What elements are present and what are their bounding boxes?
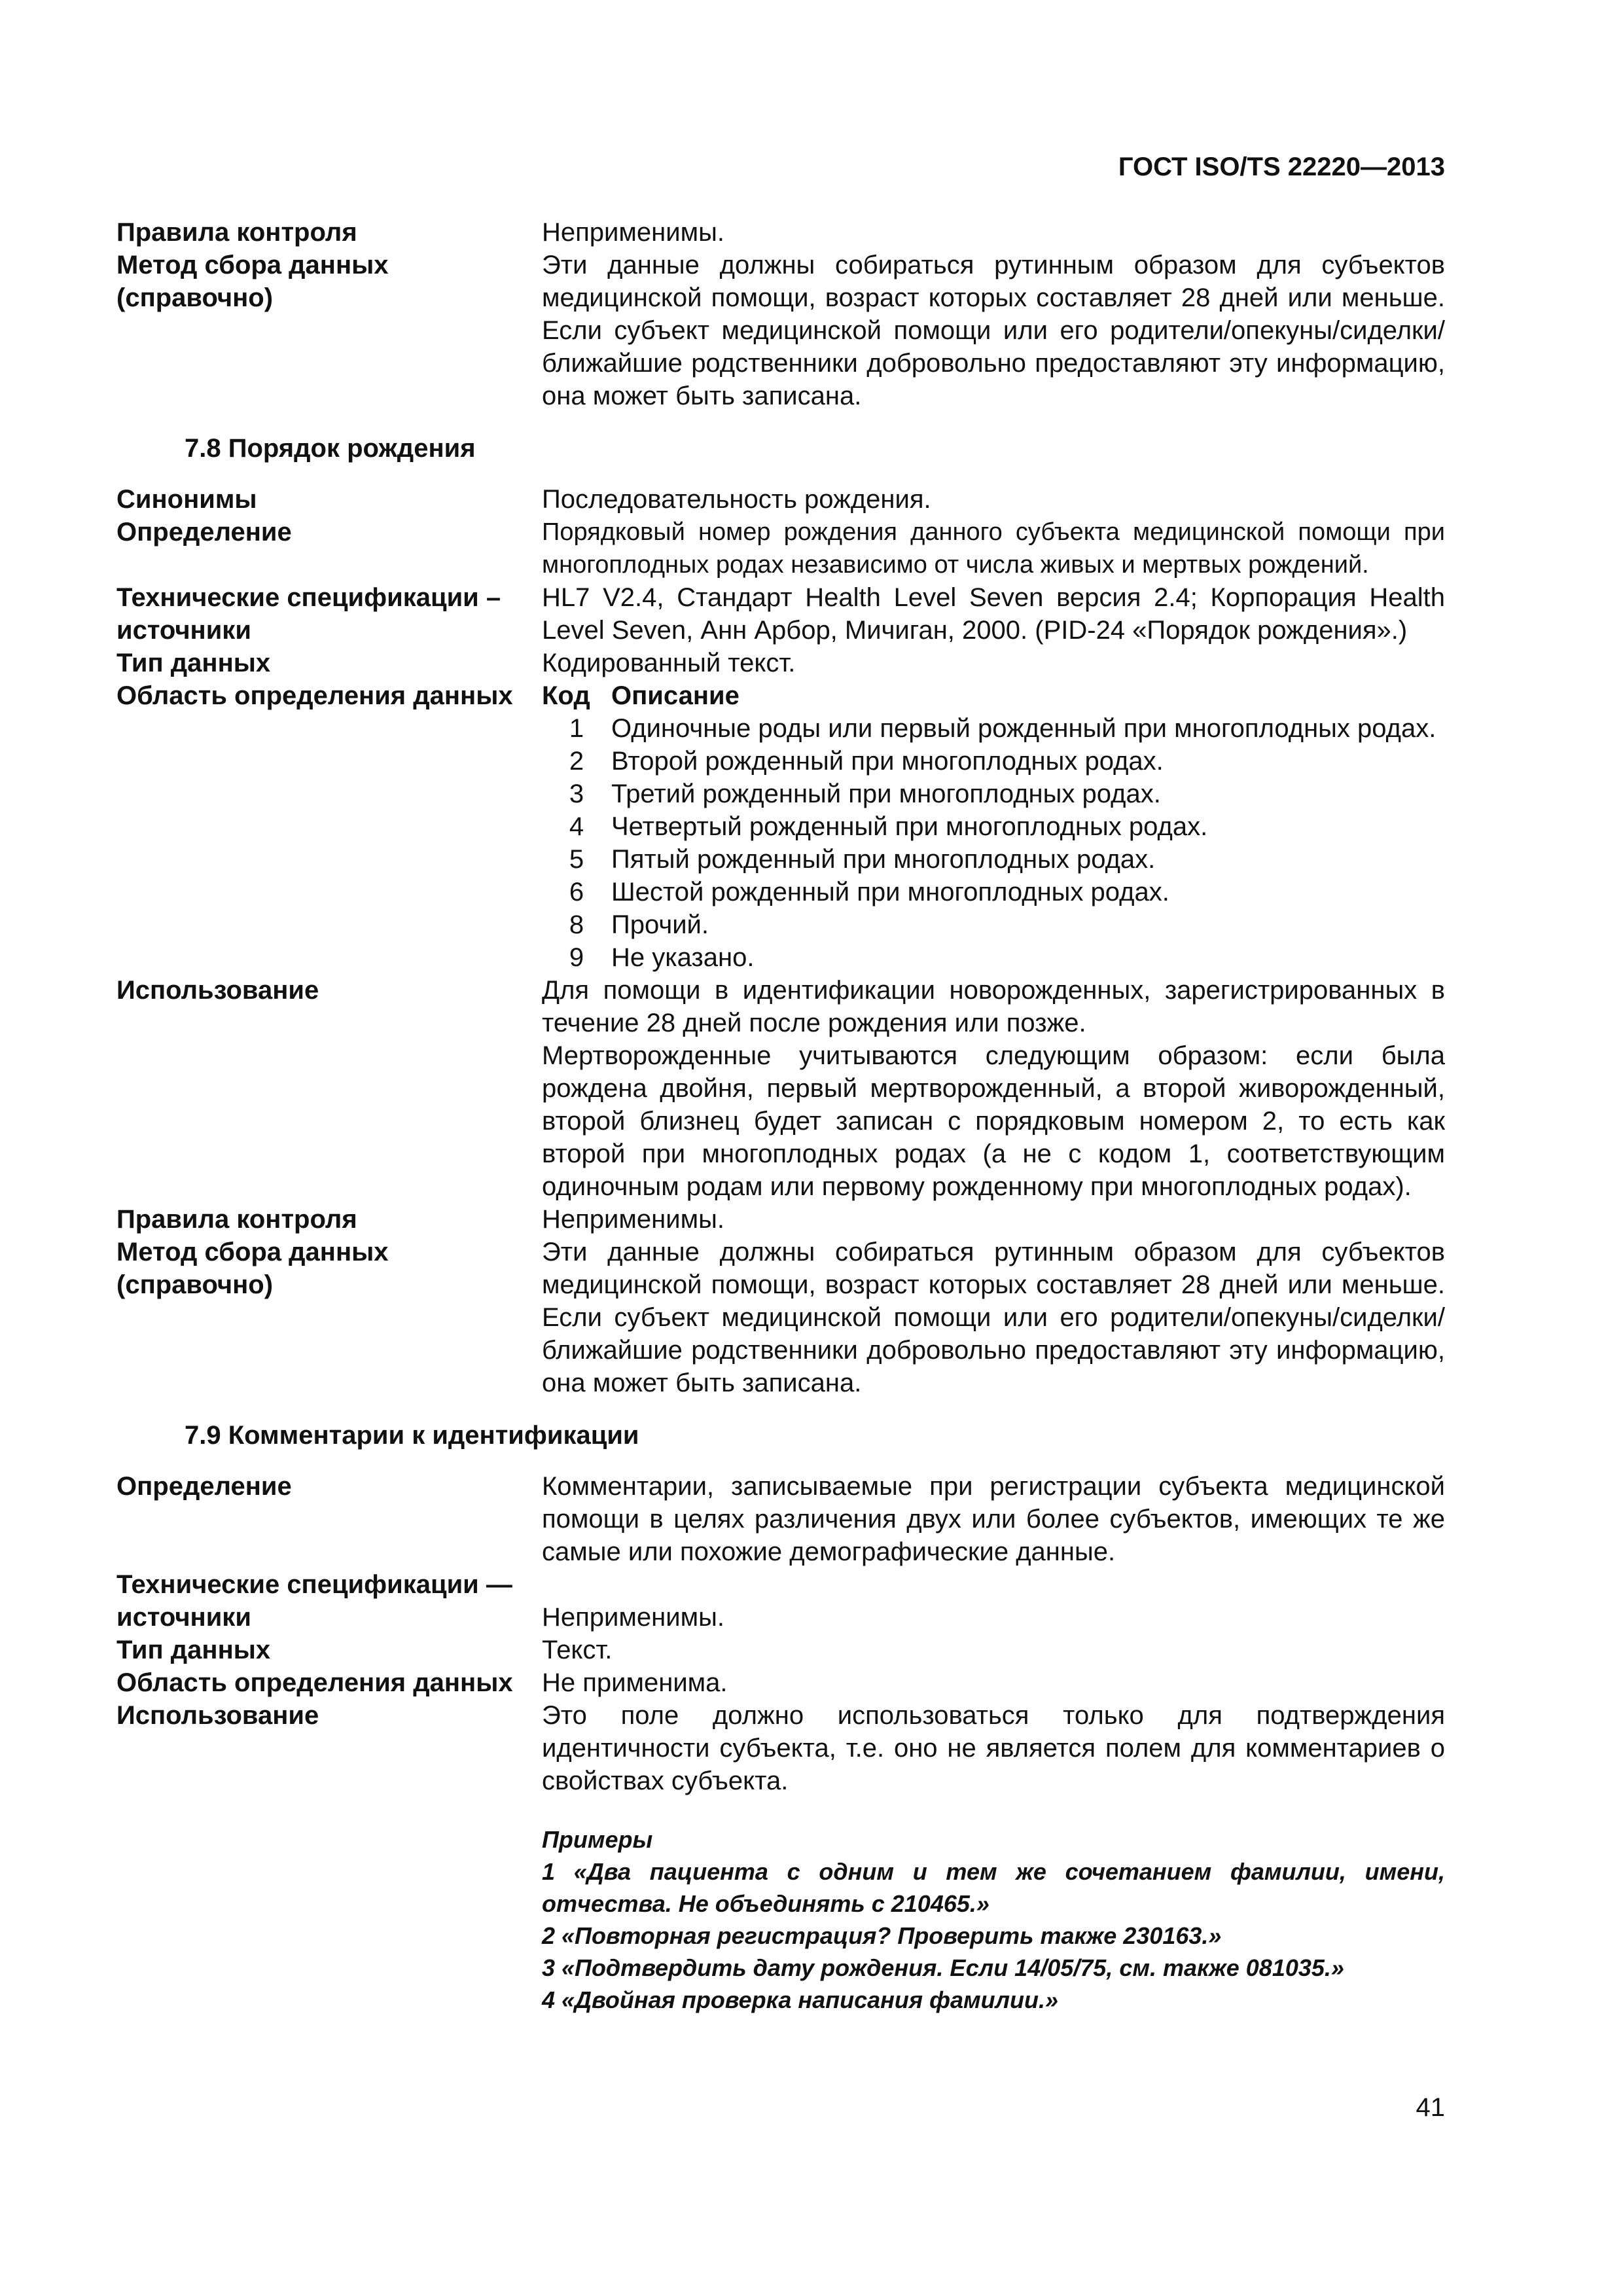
field-value-text: Неприменимы. — [542, 1603, 724, 1632]
code-table-row — [542, 941, 1445, 974]
field-label: Правила контроля — [116, 1205, 357, 1234]
code-cell: 2 — [569, 747, 584, 776]
code-table — [542, 679, 1445, 974]
field-value: Кодированный текст. — [542, 649, 796, 677]
code-table-row — [542, 712, 1445, 745]
field-row-tech-spec — [116, 581, 1445, 647]
example-item: 2 «Повторная регистрация? Проверить также 230163.» — [542, 1922, 1222, 1949]
code-table-row — [542, 810, 1445, 843]
field-row-usage — [116, 974, 1445, 1203]
field-label: Определение — [116, 518, 292, 547]
usage-paragraph: Для помощи в идентификации новорожденных, зарегистрированных в течение 28 дней после рождения или позже. — [542, 976, 1445, 1037]
code-cell: 4 — [569, 812, 584, 841]
description-cell: Не указано. — [611, 943, 755, 972]
document-body — [116, 216, 1445, 2016]
description-cell: Четвертый рожденный при многоплодных родах. — [611, 812, 1208, 841]
field-value: Эти данные должны собираться рутинным образом для субъектов медицинской помощи, возраст которых составляет 28 дней или меньше. Если субъект медицинской помощи или его родители/опекуны/сиделки/ближайшие родственники добровольно предоставляют эту информацию, она может быть записана. — [542, 1238, 1445, 1397]
field-value — [542, 974, 1445, 1203]
field-label: Область определения данных — [116, 1668, 513, 1697]
field-row-control — [116, 216, 1445, 249]
field-value: HL7 V2.4, Стандарт Health Level Seven версия 2.4; Корпорация Health Level Seven, Анн Арбор, Мичиган, 2000. (PID-24 «Порядок рождения».) — [542, 583, 1445, 645]
field-label: Использование — [116, 1701, 319, 1730]
field-value: Эти данные должны собираться рутинным образом для субъектов медицинской помощи, возраст которых составляет 28 дней или меньше. Если субъект медицинской помощи или его родители/опекуны/сиделки/ближайшие родственники добровольно предоставляют эту информацию, она может быть записана. — [542, 251, 1445, 410]
field-label-line: Метод сбора данных — [116, 1238, 389, 1266]
field-row-method — [116, 249, 1445, 412]
code-table-row — [542, 876, 1445, 908]
field-value: Порядковый номер рождения данного субъекта медицинской помощи при многоплодных родах независимо от числа живых и мертвых рождений. — [542, 518, 1445, 579]
field-label — [116, 1568, 542, 1634]
code-table-row — [542, 908, 1445, 941]
field-row-domain — [116, 679, 1445, 974]
field-row-synonyms — [116, 483, 1445, 516]
examples-block — [542, 1823, 1445, 2016]
field-value — [542, 1699, 1445, 2016]
field-value: Последовательность рождения. — [542, 485, 931, 514]
code-table-row — [542, 843, 1445, 876]
code-cell: 8 — [569, 910, 584, 939]
field-label: Область определения данных — [116, 681, 513, 710]
description-column-header: Описание — [611, 681, 740, 710]
field-label-line: Метод сбора данных — [116, 251, 389, 279]
code-cell: 5 — [569, 845, 584, 874]
section-title: 7.9 Комментарии к идентификации — [185, 1421, 639, 1450]
field-label — [116, 249, 542, 412]
code-table-row — [542, 778, 1445, 810]
field-label — [116, 581, 542, 647]
examples-title: Примеры — [542, 1826, 653, 1853]
field-row-data-type — [116, 1634, 1445, 1666]
field-label-line: источники — [116, 616, 251, 645]
description-cell: Второй рожденный при многоплодных родах. — [611, 747, 1164, 776]
field-row-definition — [116, 516, 1445, 581]
code-cell: 1 — [569, 714, 584, 743]
field-row-tech-spec — [116, 1568, 1445, 1634]
code-cell: 9 — [569, 943, 584, 972]
field-label: Тип данных — [116, 1636, 271, 1664]
field-value: Неприменимы. — [542, 218, 724, 247]
description-cell: Пятый рожденный при многоплодных родах. — [611, 845, 1156, 874]
code-column-header: Код — [542, 681, 590, 710]
page-number: 41 — [1416, 2093, 1445, 2122]
field-label-line: Технические спецификации — — [116, 1570, 512, 1599]
field-row-usage — [116, 1699, 1445, 2016]
field-value: Неприменимы. — [542, 1205, 724, 1234]
field-row-definition — [116, 1470, 1445, 1568]
document-header: ГОСТ ISO/TS 22220—2013 — [1118, 152, 1445, 181]
section-title: 7.8 Порядок рождения — [185, 434, 476, 463]
code-cell: 3 — [569, 780, 584, 808]
description-cell: Третий рожденный при многоплодных родах. — [611, 780, 1161, 808]
field-label: Использование — [116, 976, 319, 1005]
field-label-line: источники — [116, 1603, 251, 1632]
description-cell: Шестой рожденный при многоплодных родах. — [611, 878, 1169, 906]
field-value: Комментарии, записываемые при регистрации субъекта медицинской помощи в целях различения двух или более субъектов, имеющих те же самые или похожие демографические данные. — [542, 1472, 1445, 1566]
code-table-header — [542, 679, 1445, 712]
field-row-control — [116, 1203, 1445, 1236]
field-value: Текст. — [542, 1636, 613, 1664]
code-table-row — [542, 745, 1445, 778]
description-cell: Прочий. — [611, 910, 709, 939]
field-label — [116, 1236, 542, 1399]
field-label-line: (справочно) — [116, 1270, 274, 1299]
field-label: Правила контроля — [116, 218, 357, 247]
field-row-data-type — [116, 647, 1445, 679]
usage-paragraph: Мертворожденные учитываются следующим образом: если была рождена двойня, первый мертворожденный, а второй живорожденный, второй близнец будет записан с порядковым номером 2, то есть как второй при многоплодных родах (а не с кодом 1, соответствующим одиночным родам или первому рожденному при многоплодных родах). — [542, 1041, 1445, 1201]
field-value — [542, 1568, 1445, 1634]
example-item: 1 «Два пациента с одним и тем же сочетанием фамилии, имени, отчества. Не объединять с 210465.» — [542, 1858, 1445, 1917]
field-label-line: (справочно) — [116, 283, 274, 312]
code-cell: 6 — [569, 878, 584, 906]
field-value: Не применима. — [542, 1668, 728, 1697]
description-cell: Одиночные роды или первый рожденный при многоплодных родах. — [611, 714, 1436, 743]
example-item: 4 «Двойная проверка написания фамилии.» — [542, 1986, 1058, 2013]
usage-paragraph: Это поле должно использоваться только для подтверждения идентичности субъекта, т.е. оно не является полем для комментариев о свойствах субъекта. — [542, 1701, 1445, 1795]
field-label: Тип данных — [116, 649, 271, 677]
field-row-method — [116, 1236, 1445, 1399]
field-label: Определение — [116, 1472, 292, 1501]
field-label-line: Технические спецификации – — [116, 583, 501, 612]
field-label: Синонимы — [116, 485, 257, 514]
example-item: 3 «Подтвердить дату рождения. Если 14/05/75, см. также 081035.» — [542, 1954, 1344, 1981]
field-row-domain — [116, 1666, 1445, 1699]
